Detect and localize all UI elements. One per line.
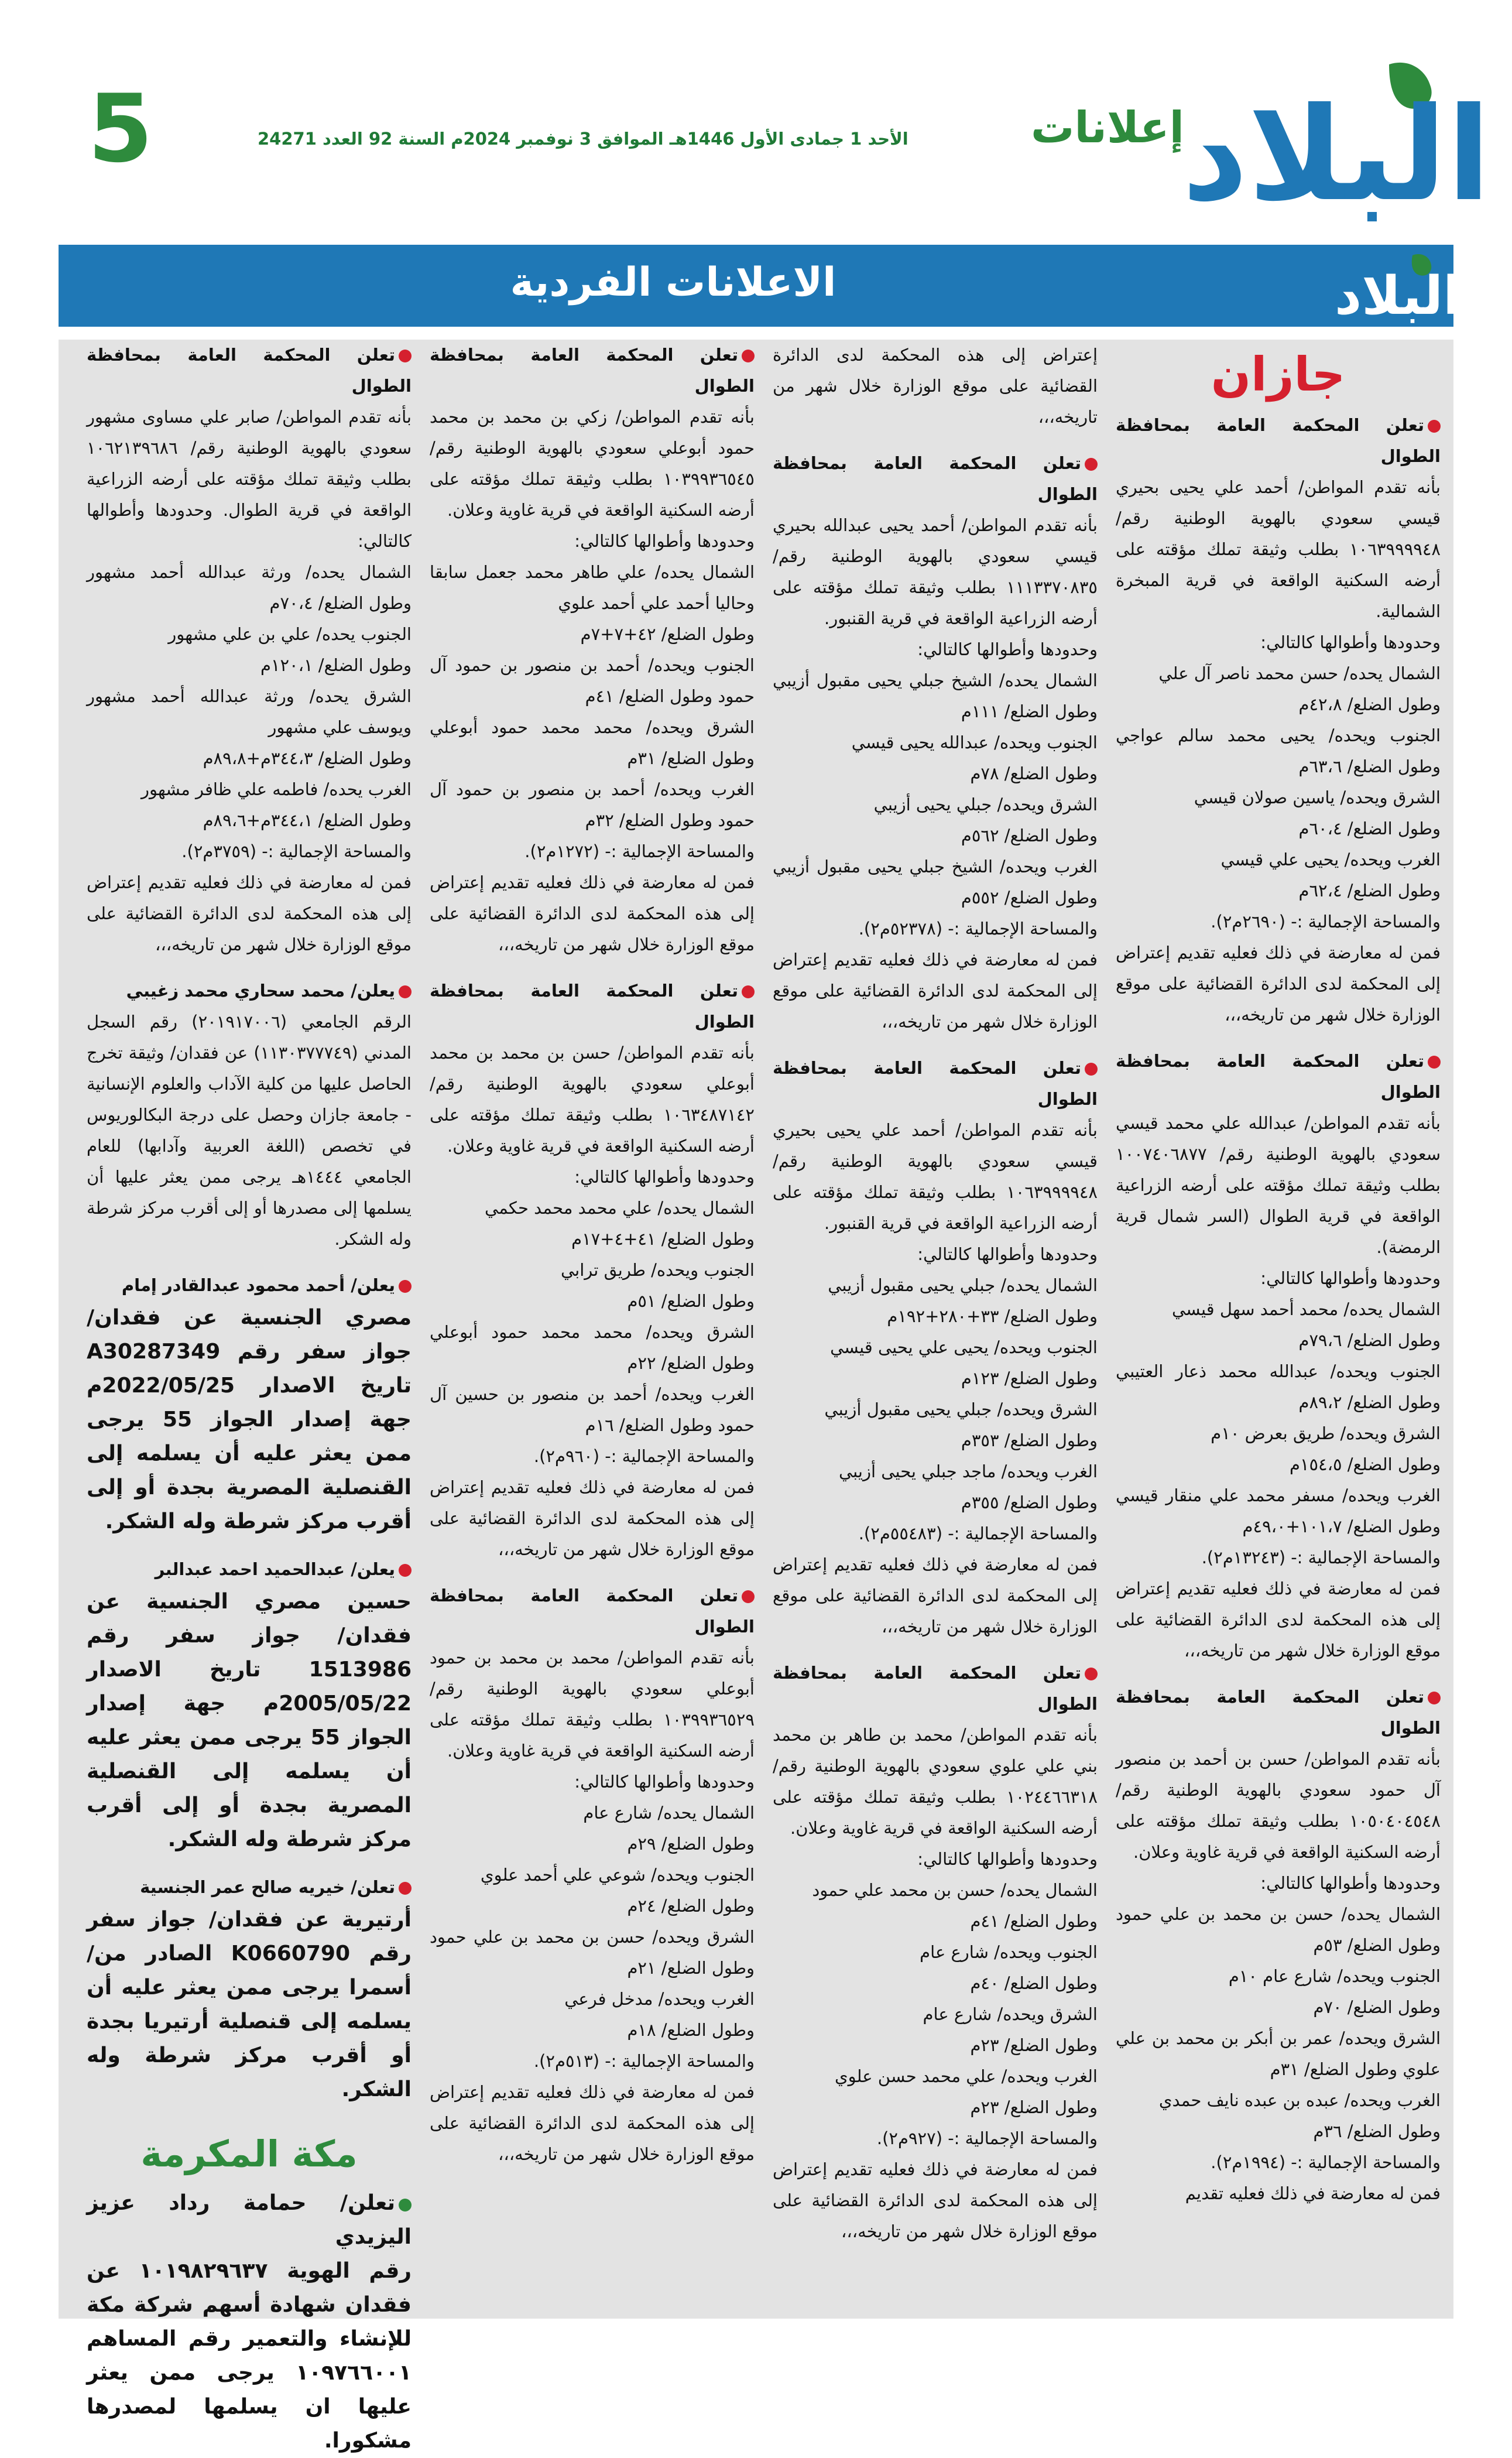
ad-line: الشمال يحده/ ورثة عبدالله أحمد مشهور وطول الضلع/ ٧٠،٤م <box>87 562 412 613</box>
ad-head: تعلن المحكمة العامة بمحافظة الطوال <box>430 345 755 396</box>
column-3 <box>430 340 755 2319</box>
column-2 <box>773 340 1098 2319</box>
ad-line: وطول الضلع/ ٣٥٥م <box>961 1492 1098 1512</box>
banner-title: الاعلانات الفردية <box>510 259 836 306</box>
ad-line: الشرق ويحده/ جبلي يحيى أزيبي <box>873 795 1098 814</box>
ad-line: والمساحة الإجمالية :- (٩٢٧م٢). <box>876 2128 1098 2148</box>
ad-closing: فمن له معارضة في ذلك فعليه تقديم <box>1185 2183 1441 2203</box>
ad-line: والمساحة الإجمالية :- (١٢٧٢م٢). <box>524 841 755 861</box>
ad-closing: فمن له معارضة في ذلك فعليه تقديم إعتراض إلى المحكمة لدى الدائرة القضائية على موقع الوزارة خلال شهر من تاريخه،،، <box>773 950 1098 1032</box>
logo-text: البلاد <box>1182 80 1491 230</box>
bullet-icon <box>742 350 755 362</box>
ad-closing: فمن له معارضة في ذلك فعليه تقديم إعتراض إلى هذه المحكمة لدى الدائرة القضائية على موقع الوزارة خلال شهر من تاريخه،،، <box>430 1477 755 1559</box>
ad-line: وحدودها وأطوالها كالتالي: <box>1260 1873 1441 1893</box>
notice-head: تعلن/ خيريه صالح عمر الجنسية <box>140 1877 395 1897</box>
ad-item <box>430 1580 755 2170</box>
ad-line: الجنوب ويحده/ شارع عام ١٠م <box>1228 1966 1441 1986</box>
ad-line: وطول الضلع/ ٣٦م <box>1313 2121 1441 2141</box>
bullet-icon <box>1085 458 1098 471</box>
ad-line: الشمال يحده/ حسن محمد ناصر آل علي <box>1158 663 1441 683</box>
ad-line: الشرق ويحده/ جبلي يحيى مقبول أزيبي <box>824 1399 1098 1419</box>
ad-line: الغرب ويحده/ يحيى علي قيسي <box>1220 850 1441 869</box>
ad-line: وطول الضلع/ ٥٦٢م <box>961 826 1098 845</box>
ad-line: وطول الضلع/ ٤٢،٨م <box>1298 694 1441 714</box>
ad-line: الشمال يحده/ الشيخ جبلي يحيى مقبول أزيبي وطول الضلع/ ١١١م <box>773 670 1098 721</box>
ad-line: وطول الضلع/ ١٢٣م <box>961 1368 1098 1388</box>
ad-line: والمساحة الإجمالية :- (٣٧٥٩م٢). <box>181 841 412 861</box>
bullet-icon <box>1428 420 1441 433</box>
lost-notice <box>87 1554 412 1857</box>
ad-body: بأنه تقدم المواطن/ زكي بن محمد بن محمد حمود أبوعلي سعودي بالهوية الوطنية رقم/ ١٠٣٩٩٣٦٥٤٥ بطلب وثيقة تملك مؤقته على أرضه السكنية الواقعة في قرية غاوية وعلان. <box>430 407 755 520</box>
albilad-logo <box>1182 53 1491 230</box>
ad-line: وطول الضلع/ ٢٩م <box>627 1834 755 1854</box>
bullet-icon <box>399 350 412 362</box>
ad-line: وطول الضلع/ ١٥٤،٥م <box>1289 1454 1441 1474</box>
bullet-icon <box>399 2199 412 2211</box>
ad-line: الشمال يحده/ حسن بن محمد علي حمود <box>812 1880 1098 1900</box>
ad-line: الغرب ويحده/ الشيخ جبلي يحيى مقبول أزيبي وطول الضلع/ ٥٥٢م <box>773 857 1098 908</box>
ad-line: والمساحة الإجمالية :- (١٩٩٤م٢). <box>1211 2152 1441 2172</box>
bullet-icon <box>399 1882 412 1895</box>
ad-line: وطول الضلع/ ٤١+٤+١٧م <box>571 1229 755 1249</box>
ad-item <box>773 448 1098 1038</box>
bullet-icon <box>399 985 412 998</box>
ad-line: وطول الضلع/ ٣٤٤،٣م+٨٩،٨م <box>203 748 412 768</box>
ad-line: الشرق ويحده/ عمر بن أبكر بن محمد بن علي علوي وطول الضلع/ ٣١م <box>1116 2028 1441 2079</box>
ad-line: وطول الضلع/ ٤١م <box>970 1911 1098 1931</box>
ad-head: تعلن المحكمة العامة بمحافظة الطوال <box>1116 1051 1441 1102</box>
ad-body: بأنه تقدم المواطن/ أحمد يحيى عبدالله بحيري قيسي سعودي بالهوية الوطنية رقم/ ١١١٣٣٧٠٨٣٥ بطلب وثيقة تملك مؤقته على أرضه الزراعية الواقعة في قرية القنبور. <box>773 515 1098 628</box>
ad-line: الشمال يحده/ علي طاهر محمد جعمل سابقا وحاليا أحمد علي أحمد علوي <box>430 562 755 613</box>
ad-head: تعلن المحكمة العامة بمحافظة الطوال <box>773 1058 1098 1109</box>
ad-item <box>773 1053 1098 1642</box>
ad-line: وحدودها وأطوالها كالتالي: <box>574 1167 755 1187</box>
ad-line: وطول الضلع/ ٣٣+٢٨٠+١٩٢م <box>887 1306 1098 1326</box>
ad-closing: فمن له معارضة في ذلك فعليه تقديم إعتراض إلى هذه المحكمة لدى الدائرة القضائية على موقع الوزارة خلال شهر من تاريخه،،، <box>773 2159 1098 2241</box>
ad-line: الجنوب ويحده/ طريق ترابي <box>561 1260 755 1280</box>
lost-notice <box>87 975 412 1255</box>
ad-line: وحدودها وأطوالها كالتالي: <box>917 639 1098 659</box>
ad-line: الغرب ويحده/ مسفر محمد علي منقار قيسي وطول الضلع/ ١٠١،٧+٤٩،٠م <box>1116 1485 1441 1536</box>
ad-line: وطول الضلع/ ٦٢،٤م <box>1298 881 1441 901</box>
bullet-icon <box>1085 1668 1098 1680</box>
ad-item <box>87 340 412 960</box>
ad-line: الجنوب ويحده/ شوعي علي أحمد علوي <box>480 1865 755 1885</box>
notice-head: يعلن/ عبدالحميد احمد عبدالبر <box>155 1559 395 1579</box>
dateline: الأحد 1 جمادى الأول 1446هـ الموافق 3 نوفمبر 2024م السنة 92 العدد 24271 <box>258 129 908 149</box>
ad-line: وحدودها وأطوالها كالتالي: <box>917 1244 1098 1264</box>
section-banner <box>59 245 1461 327</box>
ad-line: والمساحة الإجمالية :- (٥٢٣٧٨م٢). <box>858 919 1098 939</box>
ad-line: الجنوب ويحده/ أحمد بن منصور بن حمود آل حمود وطول الضلع/ ٤١م <box>430 655 755 706</box>
ad-line: الغرب ويحده/ ماجد جبلي يحيى أزيبي <box>839 1461 1098 1481</box>
ad-line: الشمال يحده/ شارع عام <box>583 1803 755 1823</box>
ad-line: وطول الضلع/ ٤٢+٧+٧م <box>580 624 755 644</box>
ad-head: تعلن المحكمة العامة بمحافظة الطوال <box>430 1586 755 1637</box>
notice-body: أرتيرية عن فقدان/ جواز سفر رقم K0660790 الصادر من/ أسمرا يرجى ممن يعثر عليه أن يسلمه إلى قنصلية أرتيريا بجدة أو أقرب مركز شرطة وله الشكر. <box>87 1908 412 2101</box>
ad-line: الغرب ويحده/ أحمد بن منصور بن حمود آل حمود وطول الضلع/ ٣٢م <box>430 779 755 830</box>
ad-line: الشرق يحده/ ورثة عبدالله أحمد مشهور ويوسف علي مشهور <box>87 686 412 737</box>
ad-body: بأنه تقدم المواطن/ أحمد علي يحيى بحيري قيسي سعودي بالهوية الوطنية رقم/ ١٠٦٣٩٩٩٩٤٨ بطلب وثيقة تملك مؤقته على أرضه الزراعية الواقعة في قرية القنبور. <box>773 1120 1098 1233</box>
ad-line: وطول الضلع/ ٣٤٤،١م+٨٩،٦م <box>203 810 412 830</box>
ad-line: وطول الضلع/ ٢٣م <box>970 2035 1098 2055</box>
ad-line: الجنوب ويحده/ شارع عام <box>920 1942 1098 1962</box>
ad-line: الغرب ويحده/ أحمد بن منصور بن حسين آل حمود وطول الضلع/ ١٦م <box>430 1384 755 1435</box>
ad-head: تعلن المحكمة العامة بمحافظة الطوال <box>87 345 412 396</box>
masthead <box>0 0 1512 234</box>
ad-line: وحدودها وأطوالها كالتالي: <box>917 1849 1098 1869</box>
column-4 <box>87 340 412 2453</box>
ad-head: تعلن المحكمة العامة بمحافظة الطوال <box>773 1663 1098 1714</box>
ad-body: إعتراض إلى هذه المحكمة لدى الدائرة القضائية على موقع الوزارة خلال شهر من تاريخه،،، <box>773 345 1098 427</box>
notice-body: رقم الهوية ١٠١٩٨٢٩٦٣٧ عن فقدان شهادة أسهم شركة مكة للإنشاء والتعمير رقم المساهم ١٠٩٧٦٦٠٠١ يرجى ممن يعثر عليها ان يسلمها لمصدرها مشكورا. <box>87 2259 412 2453</box>
page-number: 5 <box>88 74 153 183</box>
ad-line: الغرب ويحده/ مدخل فرعي <box>564 1989 755 2009</box>
ad-line: الشرق ويحده/ محمد محمد حمود أبوعلي وطول الضلع/ ٣١م <box>430 717 755 768</box>
ad-closing: فمن له معارضة في ذلك فعليه تقديم إعتراض إلى هذه المحكمة لدى الدائرة القضائية على موقع الوزارة خلال شهر من تاريخه،،، <box>430 2082 755 2164</box>
bullet-icon <box>1085 1063 1098 1076</box>
ad-body: بأنه تقدم المواطن/ حسن بن محمد بن محمد أبوعلي سعودي بالهوية الوطنية رقم/ ١٠٦٣٤٨٧١٤٢ بطلب وثيقة تملك مؤقته على أرضه السكنية الواقعة في قرية غاوية وعلان. <box>430 1043 755 1156</box>
city-heading-makkah: مكة المكرمة <box>140 2132 358 2175</box>
section-title: إعلانات <box>1030 102 1184 153</box>
ad-item <box>773 1658 1098 2247</box>
ad-line: وحدودها وأطوالها كالتالي: <box>1260 632 1441 652</box>
ad-line: الجنوب يحده/ علي بن علي مشهور <box>168 624 412 644</box>
ad-line: الغرب ويحده/ علي محمد حسن علوي <box>834 2066 1098 2086</box>
ad-closing: فمن له معارضة في ذلك فعليه تقديم إعتراض إلى هذه المحكمة لدى الدائرة القضائية على موقع الوزارة خلال شهر من تاريخه،،، <box>1116 1579 1441 1661</box>
ad-body: بأنه تقدم المواطن/ صابر علي مساوى مشهور سعودي بالهوية الوطنية رقم/ ١٠٦٢١٣٩٦٨٦ بطلب وثيقة تملك مؤقته على أرضه الزراعية الواقعة في قرية الطوال. وحدودها وأطوالها كالتالي: <box>87 407 412 551</box>
ad-line: والمساحة الإجمالية :- (١٣٢٤٣م٢). <box>1201 1548 1441 1567</box>
notice-body: حسين مصري الجنسية عن فقدان/ جواز سفر رقم 1513986 تاريخ الاصدار 2005/05/22م جهة إصدار الجواز 55 يرجى ممن يعثر عليه أن يسلمه إلى القنصلية المصرية بجدة أو إلى أقرب مركز شرطة وله الشكر. <box>87 1590 412 1851</box>
ad-item <box>1116 1046 1441 1666</box>
ad-body: بأنه تقدم المواطن/ محمد بن محمد بن حمود أبوعلي سعودي بالهوية الوطنية رقم/ ١٠٣٩٩٣٦٥٢٩ بطلب وثيقة تملك مؤقته على أرضه السكنية الواقعة في قرية غاوية وعلان. <box>430 1648 755 1761</box>
ad-line: الشرق ويحده/ حسن بن محمد بن علي حمود وطول الضلع/ ٢١م <box>430 1927 755 1978</box>
ad-head: تعلن المحكمة العامة بمحافظة الطوال <box>1116 415 1441 466</box>
ad-head: تعلن المحكمة العامة بمحافظة الطوال <box>430 981 755 1032</box>
banner-logo <box>1335 245 1461 327</box>
ad-line: الشرق ويحده/ شارع عام <box>923 2004 1098 2024</box>
ad-item <box>430 975 755 1565</box>
bullet-icon <box>1428 1692 1441 1704</box>
bullet-icon <box>399 1280 412 1293</box>
ad-body: بأنه تقدم المواطن/ محمد بن طاهر بن محمد بني علي علوي سعودي بالهوية الوطنية رقم/ ١٠٢٤٤٦٦٣١٨ بطلب وثيقة تملك مؤقته على أرضه السكنية الواقعة في قرية غاوية وعلان. <box>773 1725 1098 1838</box>
ad-line: الجنوب ويحده/ عبدالله يحيى قيسي <box>851 732 1098 752</box>
bullet-icon <box>742 985 755 998</box>
ad-line: وطول الضلع/ ٧٩،٦م <box>1298 1330 1441 1350</box>
notice-head: يعلن/ أحمد محمود عبدالقادر إمام <box>121 1275 395 1295</box>
bullet-icon <box>1428 1056 1441 1069</box>
ad-head: تعلن المحكمة العامة بمحافظة الطوال <box>1116 1687 1441 1738</box>
ad-closing: فمن له معارضة في ذلك فعليه تقديم إعتراض إلى هذه المحكمة لدى الدائرة القضائية على موقع الوزارة خلال شهر من تاريخه،،، <box>87 872 412 954</box>
makkah-notice <box>87 2186 412 2458</box>
ad-line: وطول الضلع/ ٦٠،٤م <box>1298 819 1441 838</box>
ad-closing: فمن له معارضة في ذلك فعليه تقديم إعتراض إلى المحكمة لدى الدائرة القضائية على موقع الوزارة خلال شهر من تاريخه،،، <box>1116 943 1441 1025</box>
notice-head: يعلن/ محمد سحاري محمد زغيبي <box>126 981 395 1001</box>
notice-body: الرقم الجامعي (٢٠١٩١٧٠٠٦) رقم السجل المدني (١١٣٠٣٧٧٧٤٩) عن فقدان/ وثيقة تخرج الحاصل عليها من كلية الآداب والعلوم الإنسانية - جامعة جازان وحصل على درجة البكالوريوس في تخصص (اللغة العربية وآدابها) للعام الجامعي ١٤٤٤هـ يرجى ممن يعثر عليها أن يسلمها إلى مصدرها أو إلى أقرب مركز شرطة وله الشكر. <box>87 1012 412 1249</box>
ads-content <box>59 340 1453 2453</box>
notice-head: تعلن/ حمامة رداد عزيز اليزيدي <box>87 2191 412 2249</box>
ad-line: الشرق ويحده/ محمد محمد حمود أبوعلي وطول الضلع/ ٢٢م <box>430 1322 755 1373</box>
ad-line: وطول الضلع/ ١٢٠،١م <box>260 655 412 675</box>
ad-body: بأنه تقدم المواطن/ حسن بن أحمد بن منصور آل حمود سعودي بالهوية الوطنية رقم/ ١٠٥٠٤٠٤٥٤٨ بطلب وثيقة تملك مؤقته على أرضه السكنية الواقعة في قرية غاوية وعلان. <box>1116 1749 1441 1862</box>
notice-body: مصري الجنسية عن فقدان/ جواز سفر رقم A30287349 تاريخ الاصدار 2022/05/25م جهة إصدار الجواز 55 يرجى ممن يعثر عليه أن يسلمه إلى القنصلية المصرية بجدة أو إلى أقرب مركز شرطة وله الشكر. <box>87 1306 412 1533</box>
ad-item <box>773 340 1098 433</box>
ad-line: وحدودها وأطوالها كالتالي: <box>574 1772 755 1792</box>
ad-line: والمساحة الإجمالية :- (٩٦٠م٢). <box>533 1446 755 1466</box>
ad-line: الجنوب ويحده/ عبدالله محمد ذعار العتيبي وطول الضلع/ ٨٩،٢م <box>1116 1361 1441 1412</box>
ad-closing: فمن له معارضة في ذلك فعليه تقديم إعتراض إلى المحكمة لدى الدائرة القضائية على موقع الوزارة خلال شهر من تاريخه،،، <box>773 1555 1098 1637</box>
ad-line: والمساحة الإجمالية :- (٥٥٤٨٣م٢). <box>858 1524 1098 1543</box>
ad-line: الشمال يحده/ علي محمد محمد حكمي <box>485 1198 755 1218</box>
ad-closing: فمن له معارضة في ذلك فعليه تقديم إعتراض إلى هذه المحكمة لدى الدائرة القضائية على موقع الوزارة خلال شهر من تاريخه،،، <box>430 872 755 954</box>
column-1 <box>1116 340 1441 2319</box>
ad-item <box>1116 410 1441 1031</box>
ad-line: وطول الضلع/ ٣٥٣م <box>961 1430 1098 1450</box>
ad-line: والمساحة الإجمالية :- (٥١٣م٢). <box>533 2051 755 2071</box>
ad-line: وطول الضلع/ ٢٣م <box>970 2097 1098 2117</box>
ad-line: وطول الضلع/ ٧٠م <box>1313 1997 1441 2017</box>
ad-line: الشمال يحده/ محمد أحمد سهل قيسي <box>1171 1299 1441 1319</box>
ad-item <box>430 340 755 960</box>
ad-line: الجنوب ويحده/ يحيى محمد سالم عواجي وطول الضلع/ ٦٣،٦م <box>1116 725 1441 776</box>
ad-line: وحدودها وأطوالها كالتالي: <box>1260 1268 1441 1288</box>
ad-line: الشمال يحده/ حسن بن محمد بن علي حمود وطول الضلع/ ٥٣م <box>1116 1904 1441 1955</box>
ad-line: الشرق ويحده/ طريق بعرض ١٠م <box>1211 1423 1441 1443</box>
ad-line: والمساحة الإجمالية :- (٢٦٩٠م٢). <box>1211 912 1441 932</box>
ad-line: وطول الضلع/ ٥١م <box>627 1291 755 1311</box>
lost-notice <box>87 1270 412 1539</box>
ad-line: وطول الضلع/ ٧٨م <box>970 764 1098 783</box>
ad-item <box>1116 1682 1441 2209</box>
ad-line: وطول الضلع/ ١٨م <box>627 2020 755 2040</box>
ad-head: تعلن المحكمة العامة بمحافظة الطوال <box>773 453 1098 504</box>
bullet-icon <box>399 1564 412 1577</box>
bullet-icon <box>742 1590 755 1603</box>
ad-line: الغرب يحده/ فاطمه علي ظافر مشهور <box>141 779 412 799</box>
banner-logo-text: البلاد <box>1335 265 1461 327</box>
ad-body: بأنه تقدم المواطن/ أحمد علي يحيى بحيري قيسي سعودي بالهوية الوطنية رقم/ ١٠٦٣٩٩٩٩٤٨ بطلب وثيقة تملك مؤقته على أرضه السكنية الواقعة في قرية المبخرة الشمالية. <box>1116 477 1441 621</box>
city-heading-jazan: جازان <box>1211 347 1346 402</box>
ad-body: بأنه تقدم المواطن/ عبدالله علي محمد قيسي سعودي بالهوية الوطنية رقم/ ١٠٠٧٤٠٦٨٧٧ بطلب وثيقة تملك مؤقته على أرضه الزراعية الواقعة في قرية الطوال (السر شمال قرية الرمضة). <box>1116 1113 1441 1257</box>
lost-notice <box>87 1872 412 2107</box>
ad-line: الشمال يحده/ جبلي يحيى مقبول أزيبي <box>828 1275 1098 1295</box>
ad-line: وحدودها وأطوالها كالتالي: <box>574 531 755 551</box>
ad-line: وطول الضلع/ ٢٤م <box>627 1896 755 1916</box>
ad-line: وطول الضلع/ ٤٠م <box>970 1973 1098 1993</box>
ad-line: الغرب ويحده/ عبده بن عبده نايف حمدي <box>1158 2090 1441 2110</box>
ad-line: الشرق ويحده/ ياسين صولان قيسي <box>1194 788 1441 807</box>
ad-line: الجنوب ويحده/ يحيى علي يحيى قيسي <box>830 1337 1098 1357</box>
